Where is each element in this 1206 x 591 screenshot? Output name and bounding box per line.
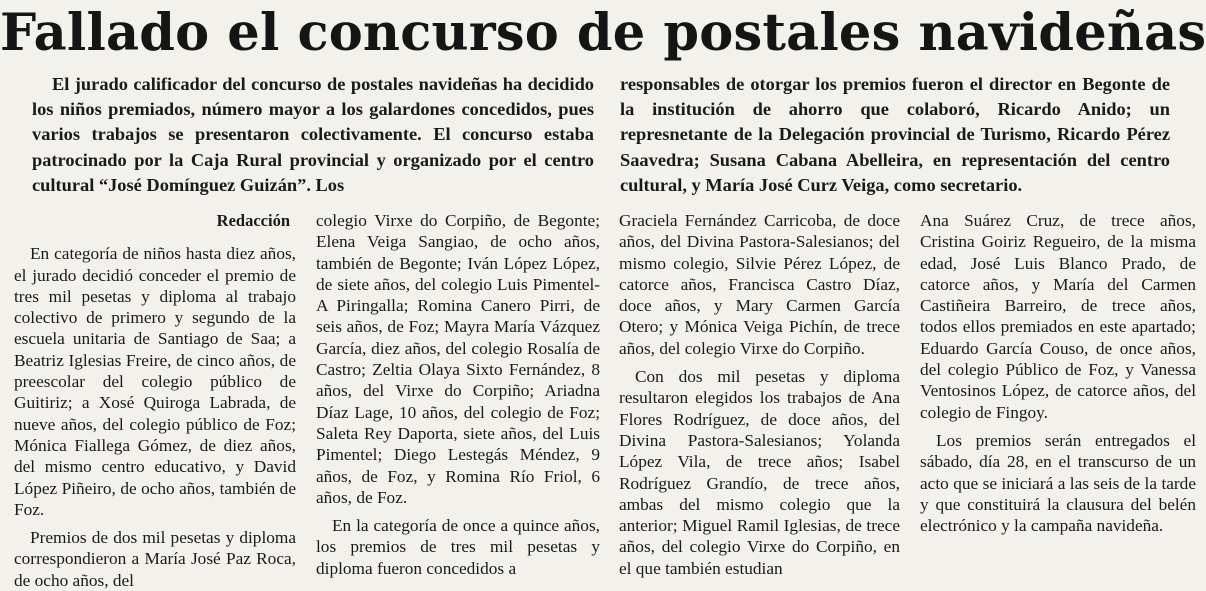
column-1-paragraph-1: En categoría de niños hasta diez años, el jurado decidió conceder el premio de tres mil pesetas y diploma al trabajo colectivo de primero y segundo de la escuela unitaria de Santiago de Saa; a Beatriz Iglesias Freire, de cinco años, de preescolar del colegio público de Guitiriz; a Xosé Quiroga Labrada, de nueve años, del colegio público de Foz; Mónica Fiallega Gómez, de diez años, del mismo centro educativo, y David López Piñeiro, de ocho años, también de Foz.: [14, 244, 296, 519]
body-column-4: [920, 210, 1196, 580]
column-2-paragraph-2: En la categoría de once a quince años, los premios de tres mil pesetas y diploma fueron concedidos a: [316, 516, 600, 578]
column-3-paragraph-1: Graciela Fernández Carricoba, de doce años, del Divina Pastora-Salesianos; del mismo colegio, Silvie Pérez López, de catorce años, Francisca Castro Díaz, doce años, y Mary Carmen García Otero; y Mónica Veiga Pichín, de trece años, del colegio Virxe do Corpiño.: [619, 211, 900, 358]
column-1-paragraph-2: Premios de dos mil pesetas y diploma correspondieron a María José Paz Roca, de ocho años, del: [14, 528, 296, 590]
lead-paragraph-right: responsables de otorgar los premios fueron el director en Begonte de la institución de ahorro que colaboró, Ricardo Anido; un represnetante de la Delegación provincial de Turismo, Ricardo Pérez Saavedra; Susana Cabana Abelleira, en representación del centro cultural, y María José Curz Veiga, como secretario.: [620, 74, 1170, 195]
body-column-3: [619, 210, 900, 580]
lead-paragraph-left: El jurado calificador del concurso de postales navideñas ha decidido los niños premiados, número mayor a los galardones concedidos, pues varios trabajos se presentaron colectivamente. El concurso estaba patrocinado por la Caja Rural provincial y organizado por el centro cultural “José Domínguez Guizán”. Los: [32, 74, 594, 195]
headline: Fallado el concurso de postales navideñas: [0, 3, 1206, 63]
column-2-paragraph-1: colegio Virxe do Corpiño, de Begonte; Elena Veiga Sangiao, de ocho años, también de Begonte; Iván López López, de siete años, del colegio Luis Pimentel-A Piringalla; Romina Canero Pirri, de seis años, de Foz; Mayra María Vázquez García, diez años, del colegio Rosalía de Castro; Zeltia Olaya Sixto Fernández, 8 años, del Virxe do Corpiño; Ariadna Díaz Lage, 10 años, del colegio de Foz; Saleta Rey Daporta, siete años, del Luis Pimentel; Diego Lestegás Méndez, 9 años, de Foz, y Romina Río Friol, 6 años, de Foz.: [316, 211, 600, 507]
column-4-paragraph-2: Los premios serán entregados el sábado, día 28, en el transcurso de un acto que se iniciará a las seis de la tarde y que constituirá la clausura del belén electrónico y la campaña navideña.: [920, 430, 1196, 536]
byline: Redacción: [216, 211, 290, 230]
body-column-1: [14, 210, 296, 590]
body-column-2: [316, 210, 600, 580]
column-4-paragraph-1: Ana Suárez Cruz, de trece años, Cristina Goiriz Regueiro, de la misma edad, José Luis Blanco Prado, de catorce años, y María del Carmen Castiñeira Barreiro, de trece años, todos ellos premiados en este apartado; Eduardo García Couso, de once años, del colegio Público de Foz, y Vanessa Ventosinos López, de catorce años, del colegio de Fingoy.: [920, 211, 1196, 422]
column-3-paragraph-2: Con dos mil pesetas y diploma resultaron elegidos los trabajos de Ana Flores Rodríguez, de doce años, del Divina Pastora-Salesianos; Yolanda López Vila, de trece años; Isabel Rodríguez Grandío, de trece años, ambas del mismo colegio que la anterior; Miguel Ramil Iglesias, de trece años, del colegio Virxe do Corpiño, en el que también estudian: [619, 367, 900, 578]
